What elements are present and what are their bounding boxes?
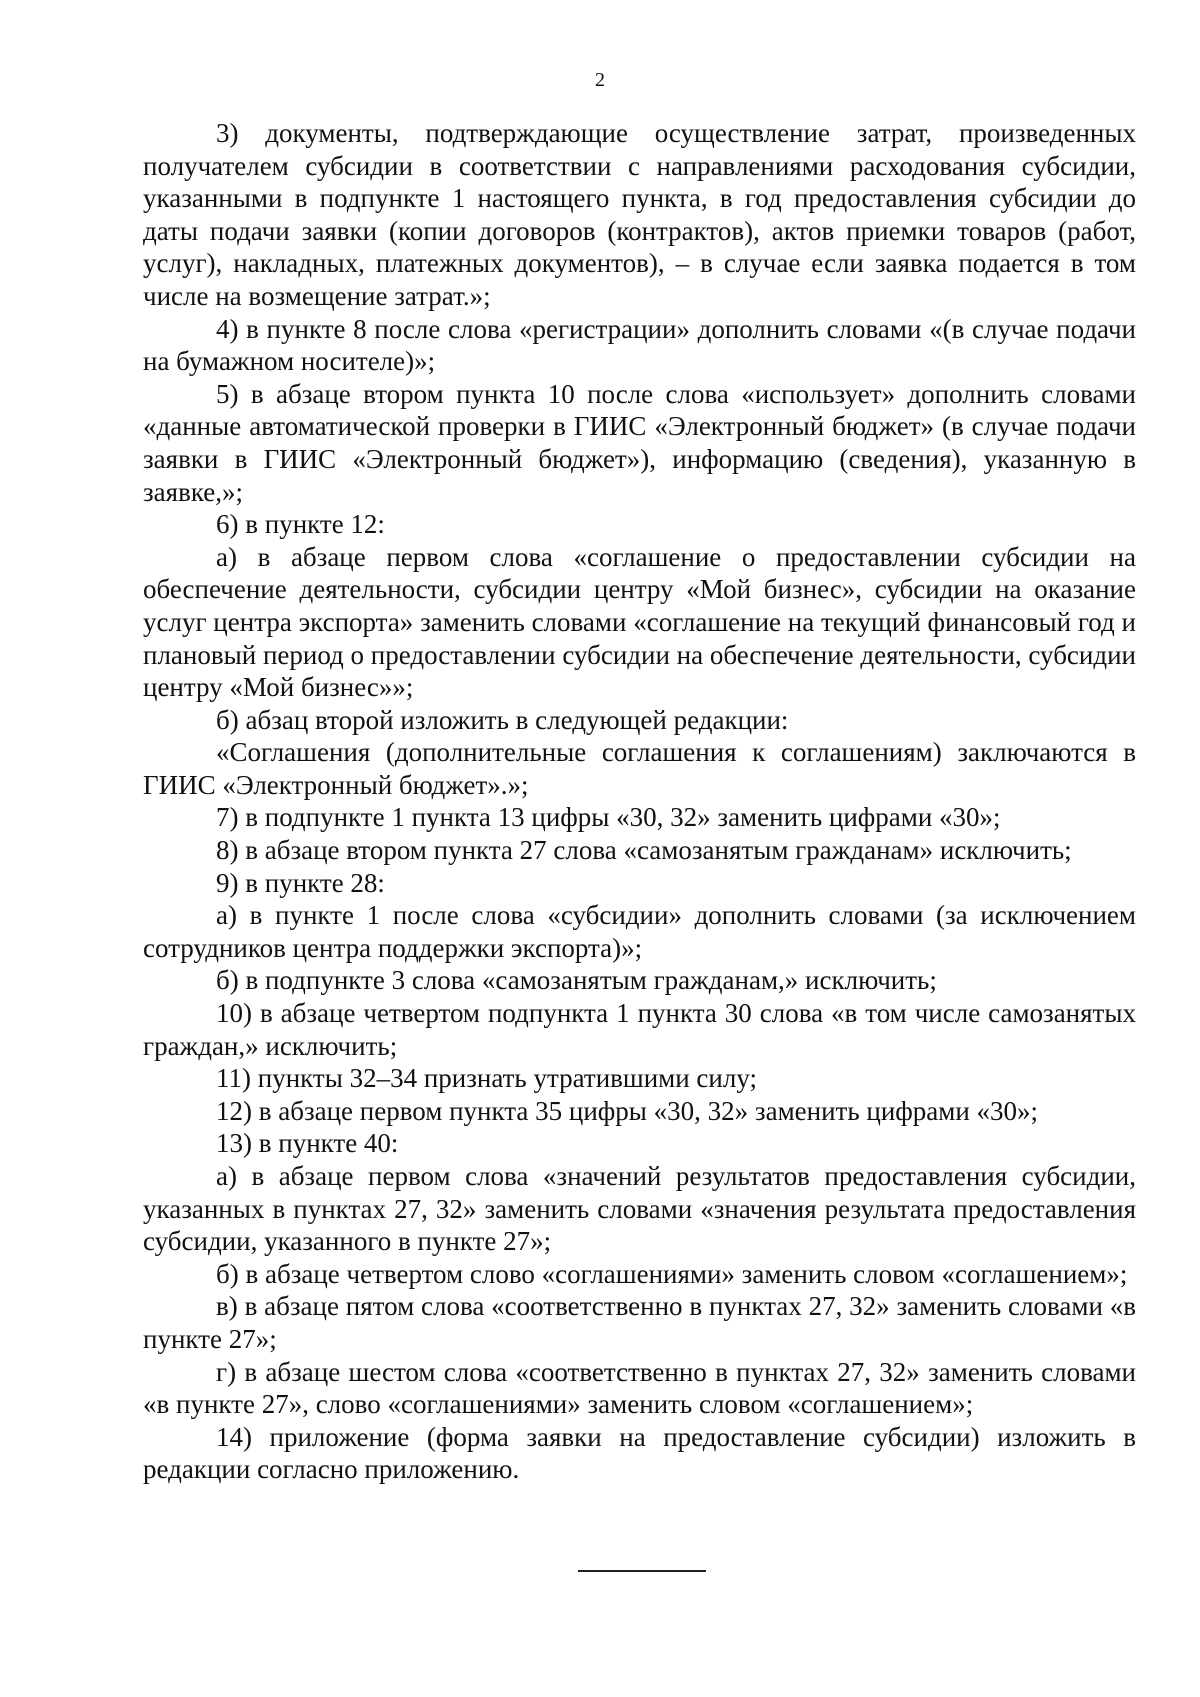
page-number: 2 xyxy=(595,69,605,91)
paragraph-item-13v: в) в абзаце пятом слова «соответственно в пунктах 27, 32» заменить словами «в пункте 27»; xyxy=(143,1291,1136,1354)
paragraph-item-14: 14) приложение (форма заявки на предоставление субсидии) изложить в редакции согласно приложению. xyxy=(143,1421,1136,1485)
document-body xyxy=(143,117,1136,1486)
paragraph-item-9a: а) в пункте 1 после слова «субсидии» дополнить словами (за исключением сотрудников центра поддержки экспорта)»; xyxy=(143,900,1136,963)
paragraph-item-3: 3) документы, подтверждающие осуществление затрат, произведенных получателем субсидии в соответствии с направлениями расходования субсидии, указанными в подпункте 1 настоящего пункта, в год предоставления субсидии до даты подачи заявки (копии договоров (контрактов), актов приемки товаров (работ, услуг), накладных, платежных документов), – в случае если заявка подается в том числе на возмещение затрат.»; xyxy=(143,118,1136,311)
end-divider xyxy=(578,1570,706,1572)
paragraph-item-5: 5) в абзаце втором пункта 10 после слова «использует» дополнить словами «данные автоматической проверки в ГИИС «Электронный бюджет» (в случае подачи заявки в ГИИС «Электронный бюджет»), информацию (сведения), указанную в заявке,»; xyxy=(143,378,1136,507)
paragraph-item-7: 7) в подпункте 1 пункта 13 цифры «30, 32» заменить цифрами «30»; xyxy=(216,802,1001,833)
paragraph-item-9: 9) в пункте 28: xyxy=(216,867,385,898)
paragraph-item-13a: а) в абзаце первом слова «значений результатов предоставления субсидии, указанных в пунктах 27, 32» заменить словами «значения результата предоставления субсидии, указанного в пункте 27»; xyxy=(143,1161,1136,1257)
paragraph-item-4: 4) в пункте 8 после слова «регистрации» дополнить словами «(в случае подачи на бумажном носителе)»; xyxy=(143,313,1136,377)
paragraph-item-13b: б) в абзаце четвертом слово «соглашениями» заменить словом «соглашением»; xyxy=(216,1258,1128,1289)
paragraph-item-9b: б) в подпункте 3 слова «самозанятым гражданам,» исключить; xyxy=(216,965,937,996)
paragraph-quote: «Соглашения (дополнительные соглашения к соглашениям) заключаются в ГИИС «Электронный бюджет».»; xyxy=(143,737,1136,800)
paragraph-item-6a: а) в абзаце первом слова «соглашение о предоставлении субсидии на обеспечение деятельности, субсидии центру «Мой бизнес», субсидии на оказание услуг центра экспорта» заменить словами «соглашение на текущий финансовый год и плановый период о предоставлении субсидии на обеспечение деятельности, субсидии центру «Мой бизнес»»; xyxy=(143,541,1136,703)
paragraph-item-11: 11) пункты 32–34 признать утратившими силу; xyxy=(216,1063,757,1094)
paragraph-item-13: 13) в пункте 40: xyxy=(216,1128,399,1159)
paragraph-item-10: 10) в абзаце четвертом подпункта 1 пункта 30 слова «в том числе самозанятых граждан,» исключить; xyxy=(143,998,1136,1061)
paragraph-item-12: 12) в абзаце первом пункта 35 цифры «30, 32» заменить цифрами «30»; xyxy=(216,1095,1039,1126)
paragraph-item-6: 6) в пункте 12: xyxy=(216,509,385,540)
paragraph-item-6b: б) абзац второй изложить в следующей редакции: xyxy=(216,704,789,735)
paragraph-item-8: 8) в абзаце втором пункта 27 слова «самозанятым гражданам» исключить; xyxy=(216,835,1072,866)
paragraph-item-13g: г) в абзаце шестом слова «соответственно в пунктах 27, 32» заменить словами «в пункте 27», слово «соглашениями» заменить словом «соглашением»; xyxy=(143,1356,1136,1420)
